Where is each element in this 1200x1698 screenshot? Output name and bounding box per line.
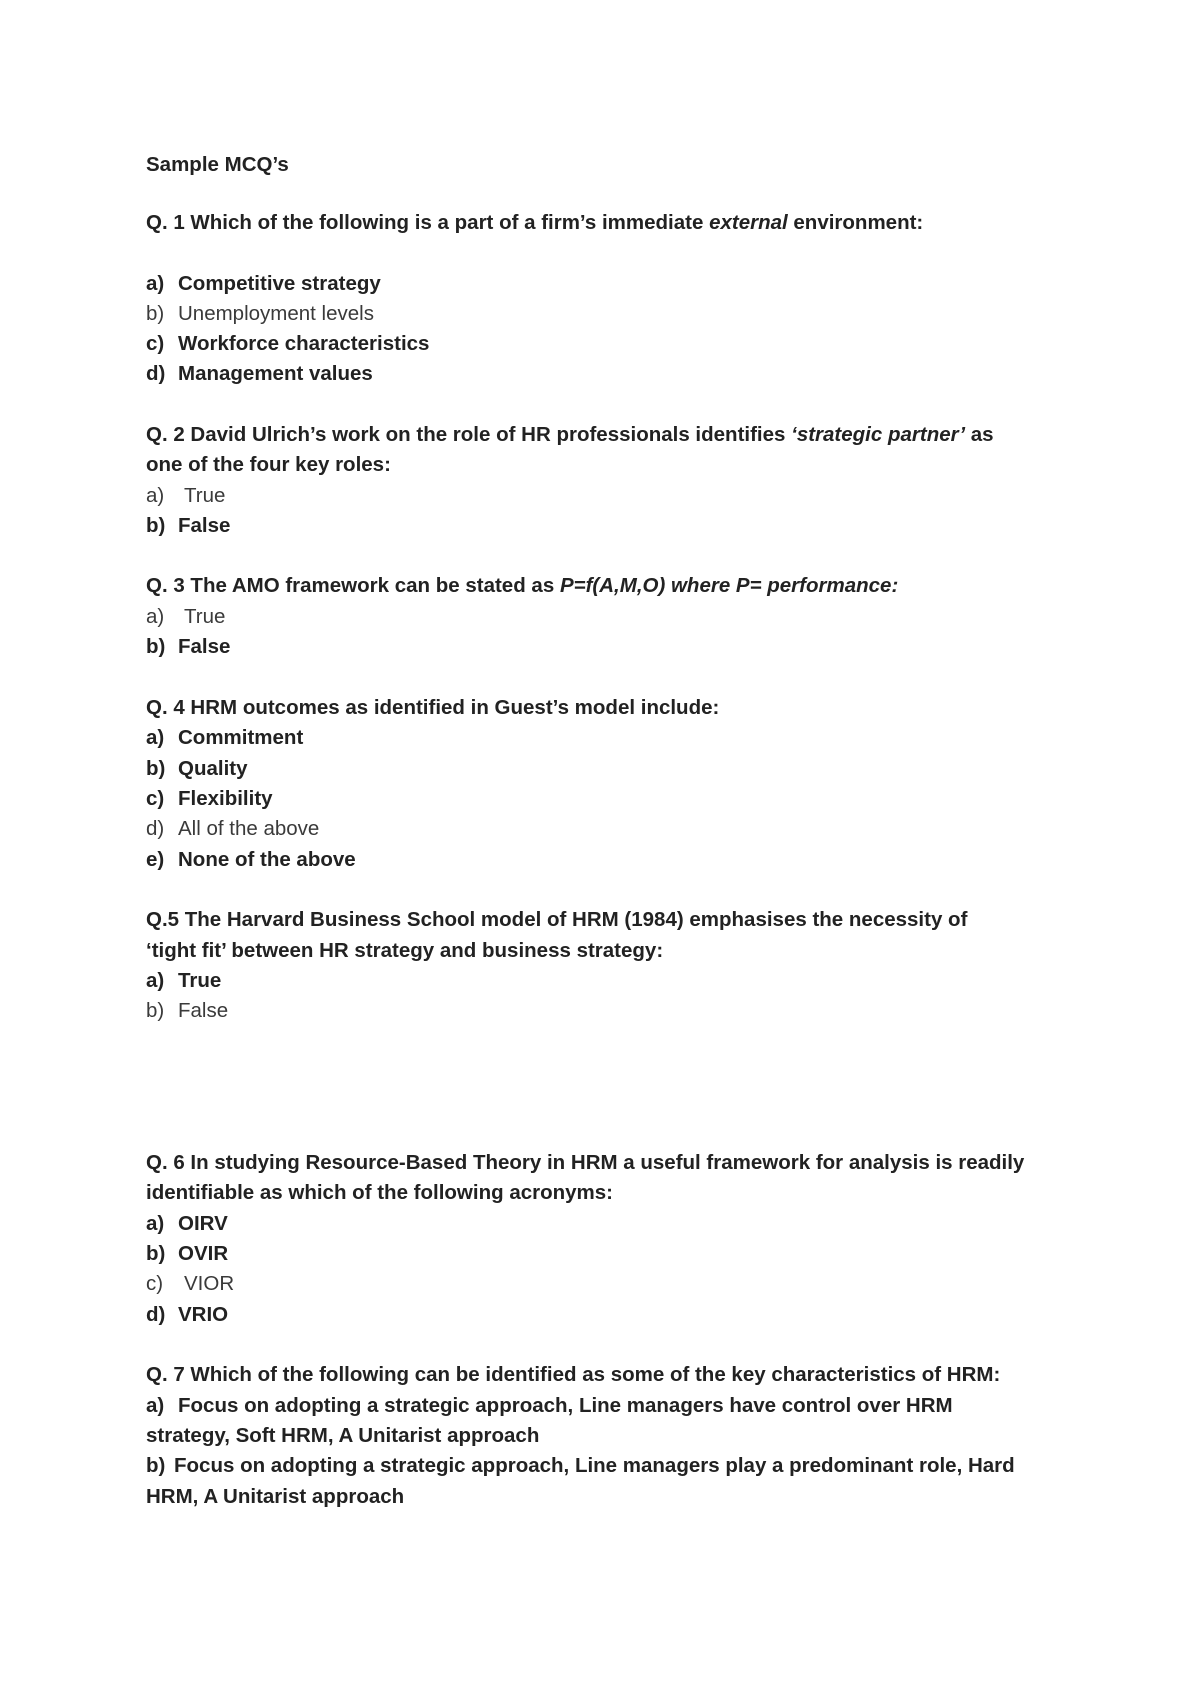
question-1-option-a: a) Competitive strategy: [146, 272, 381, 295]
question-4-option-c: c) Flexibility: [146, 787, 273, 810]
question-6-option-a: a) OIRV: [146, 1212, 228, 1235]
question-5-prompt-line-2: ‘tight fit’ between HR strategy and business strategy:: [146, 939, 664, 962]
question-5-option-b: b) False: [146, 999, 229, 1022]
question-6-option-c: c) VIOR: [146, 1272, 235, 1295]
question-3-option-a: a) True: [146, 605, 226, 628]
question-2-option-a: a) True: [146, 484, 226, 507]
question-3-prompt: Q. 3 The AMO framework can be stated as P=f(A,M,O) where P= performance:: [146, 574, 899, 597]
question-6-option-b: b) OVIR: [146, 1242, 229, 1265]
question-2-option-b: b) False: [146, 514, 231, 537]
question-3-option-b: b) False: [146, 635, 231, 658]
question-7-option-b: b) Focus on adopting a strategic approach, Line managers play a predominant role, Hard: [146, 1454, 1015, 1477]
question-7-option-b-continued: HRM, A Unitarist approach: [146, 1485, 405, 1508]
question-4-option-b: b) Quality: [146, 757, 248, 780]
question-5-option-a: a) True: [146, 969, 222, 992]
question-1-option-d: d) Management values: [146, 362, 373, 385]
question-6-option-d: d) VRIO: [146, 1303, 229, 1326]
question-4-prompt: Q. 4 HRM outcomes as identified in Guest’s model include:: [146, 696, 720, 719]
question-7-option-a-continued: strategy, Soft HRM, A Unitarist approach: [146, 1424, 540, 1447]
question-6-prompt-line-1: Q. 6 In studying Resource-Based Theory in HRM a useful framework for analysis is readily: [146, 1151, 1025, 1174]
question-4-option-d: d) All of the above: [146, 817, 320, 840]
question-1-prompt: Q. 1 Which of the following is a part of a firm’s immediate external environment:: [146, 211, 924, 234]
question-6-prompt-line-2: identifiable as which of the following acronyms:: [146, 1181, 613, 1204]
question-5-prompt-line-1: Q.5 The Harvard Business School model of HRM (1984) emphasises the necessity of: [146, 908, 968, 931]
question-1-option-c: c) Workforce characteristics: [146, 332, 430, 355]
question-2-prompt-line-1: Q. 2 David Ulrich’s work on the role of HR professionals identifies ‘strategic partner’ as: [146, 423, 994, 446]
question-1-option-b: b) Unemployment levels: [146, 302, 374, 325]
question-4-option-a: a) Commitment: [146, 726, 304, 749]
question-2-prompt-line-2: one of the four key roles:: [146, 453, 391, 476]
question-4-option-e: e) None of the above: [146, 848, 356, 871]
document-title: Sample MCQ’s: [146, 153, 289, 176]
question-7-prompt: Q. 7 Which of the following can be identified as some of the key characteristics of HRM:: [146, 1363, 1001, 1386]
question-7-option-a: a) Focus on adopting a strategic approach, Line managers have control over HRM: [146, 1394, 953, 1417]
